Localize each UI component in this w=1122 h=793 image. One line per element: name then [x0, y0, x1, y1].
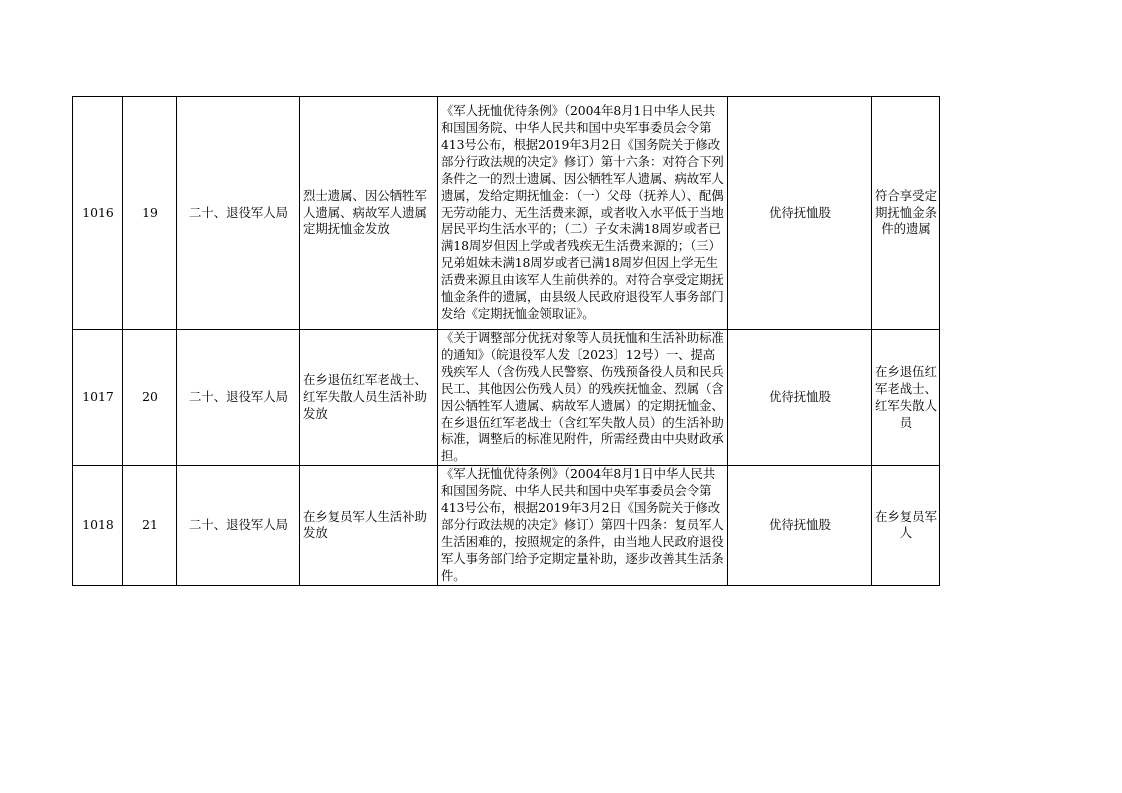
department-cell: 二十、退役军人局	[177, 330, 300, 466]
row-id-cell: 1016	[73, 97, 123, 330]
target-group-cell: 在乡复员军人	[872, 466, 940, 585]
department-cell: 二十、退役军人局	[177, 97, 300, 330]
legal-basis-cell: 《军人抚恤优待条例》（2004年8月1日中华人民共和国国务院、中华人民共和国中央军事委员会令第413号公布，根据2019年3月2日《国务院关于修改部分行政法规的决定》修订）第十六条：对符合下列条件之一的烈士遗属、因公牺牲军人遗属、病故军人遗属，发给定期抚恤金：（一）父母（抚养人）、配偶无劳动能力、无生活费来源，或者收入水平低于当地居民平均生活水平的；（二）子女未满18周岁或者已满18周岁但因上学或者残疾无生活费来源的；（三）兄弟姐妹未满18周岁或者已满18周岁但因上学无生活费来源且由该军人生前供养的。对符合享受定期抚恤金条件的遗属，由县级人民政府退役军人事务部门发给《定期抚恤金领取证》。	[438, 97, 728, 330]
legal-basis-cell: 《军人抚恤优待条例》（2004年8月1日中华人民共和国国务院、中华人民共和国中央军事委员会令第413号公布，根据2019年3月2日《国务院关于修改部分行政法规的决定》修订）第四十四条：复员军人生活困难的，按照规定的条件，由当地人民政府退役军人事务部门给予定期定量补助，逐步改善其生活条件。	[438, 466, 728, 585]
row-id-cell: 1017	[73, 330, 123, 466]
row-seq-cell: 19	[123, 97, 177, 330]
table-row	[73, 466, 940, 585]
department-cell: 二十、退役军人局	[177, 466, 300, 585]
table-row	[73, 330, 940, 466]
item-name-cell: 在乡退伍红军老战士、红军失散人员生活补助发放	[300, 330, 438, 466]
row-seq-cell: 21	[123, 466, 177, 585]
responsible-unit-cell: 优待抚恤股	[728, 330, 872, 466]
target-group-cell: 符合享受定期抚恤金条件的遗属	[872, 97, 940, 330]
legal-basis-cell: 《关于调整部分优抚对象等人员抚恤和生活补助标准的通知》（皖退役军人发〔2023〕12号）一、提高残疾军人（含伤残人民警察、伤残预备役人员和民兵民工、其他因公伤残人员）的残疾抚恤金、烈属（含因公牺牲军人遗属、病故军人遗属）的定期抚恤金、在乡退伍红军老战士（含红军失散人员）的生活补助标准，调整后的标准见附件，所需经费由中央财政承担。	[438, 330, 728, 466]
table-row	[73, 97, 940, 330]
row-id-cell: 1018	[73, 466, 123, 585]
item-name-cell: 在乡复员军人生活补助发放	[300, 466, 438, 585]
responsible-unit-cell: 优待抚恤股	[728, 466, 872, 585]
item-name-cell: 烈士遗属、因公牺牲军人遗属、病故军人遗属定期抚恤金发放	[300, 97, 438, 330]
responsible-unit-cell: 优待抚恤股	[728, 97, 872, 330]
target-group-cell: 在乡退伍红军老战士、红军失散人员	[872, 330, 940, 466]
service-items-table	[72, 96, 940, 586]
row-seq-cell: 20	[123, 330, 177, 466]
